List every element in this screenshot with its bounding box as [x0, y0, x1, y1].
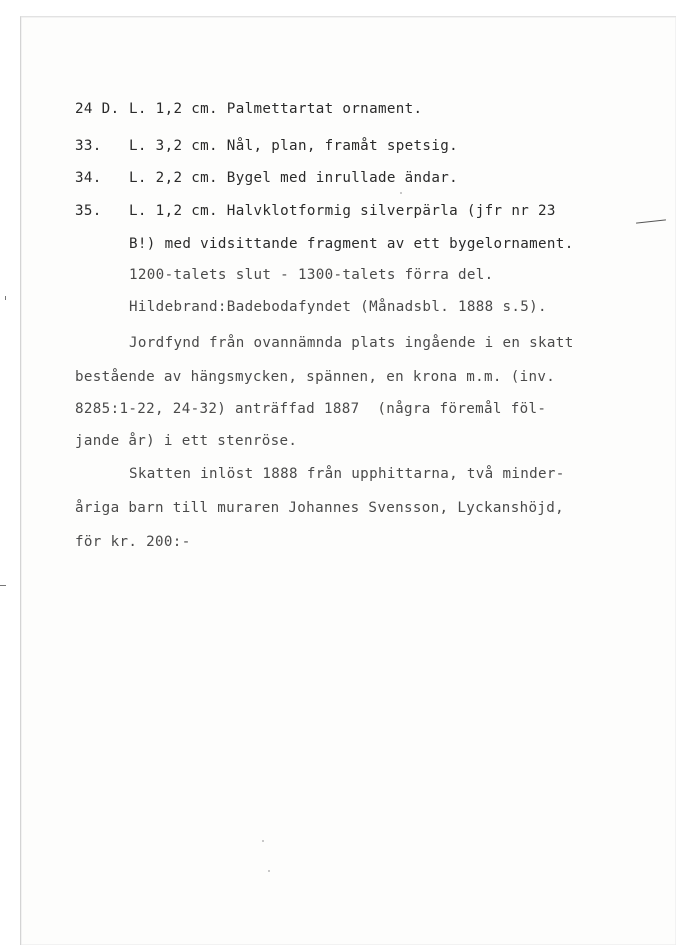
entry-text: L. 2,2 cm. Bygel med inrullade ändar.	[129, 170, 458, 186]
margin-mark	[0, 585, 6, 586]
paragraph-line: bestående av hängsmycken, spännen, en krona m.m. (inv.	[75, 369, 556, 385]
entry-text: L. 1,2 cm. Palmettartat ornament.	[129, 101, 423, 117]
entry-text: L. 3,2 cm. Nål, plan, framåt spetsig.	[129, 138, 458, 154]
reference-line: Hildebrand:Badebodafyndet (Månadsbl. 1888 s.5).	[129, 299, 547, 315]
margin-mark	[5, 296, 6, 300]
paragraph-line: 8285:1-22, 24-32) anträffad 1887 (några föremål föl-	[75, 401, 547, 417]
entry-number: 34.	[75, 170, 102, 186]
entry-number: 33.	[75, 138, 102, 154]
paragraph-line: Skatten inlöst 1888 från upphittarna, två minder-	[129, 466, 565, 482]
paragraph-line: jande år) i ett stenröse.	[75, 433, 298, 449]
entry-number: 35.	[75, 203, 102, 219]
entry-text: L. 1,2 cm. Halvklotformig silverpärla (jfr nr 23	[129, 203, 556, 219]
entry-continuation: B!) med vidsittande fragment av ett bygelornament.	[129, 236, 574, 252]
entry-continuation: 1200-talets slut - 1300-talets förra del.	[129, 267, 494, 283]
paper-speck	[400, 192, 402, 194]
paragraph-line: åriga barn till muraren Johannes Svensson, Lyckanshöjd,	[75, 500, 565, 516]
entry-number: 24 D.	[75, 101, 120, 117]
paragraph-line: Jordfynd från ovannämnda plats ingående i en skatt	[129, 335, 574, 351]
paper-speck	[268, 870, 270, 872]
paper-speck	[262, 840, 264, 842]
paragraph-line: för kr. 200:-	[75, 534, 191, 550]
